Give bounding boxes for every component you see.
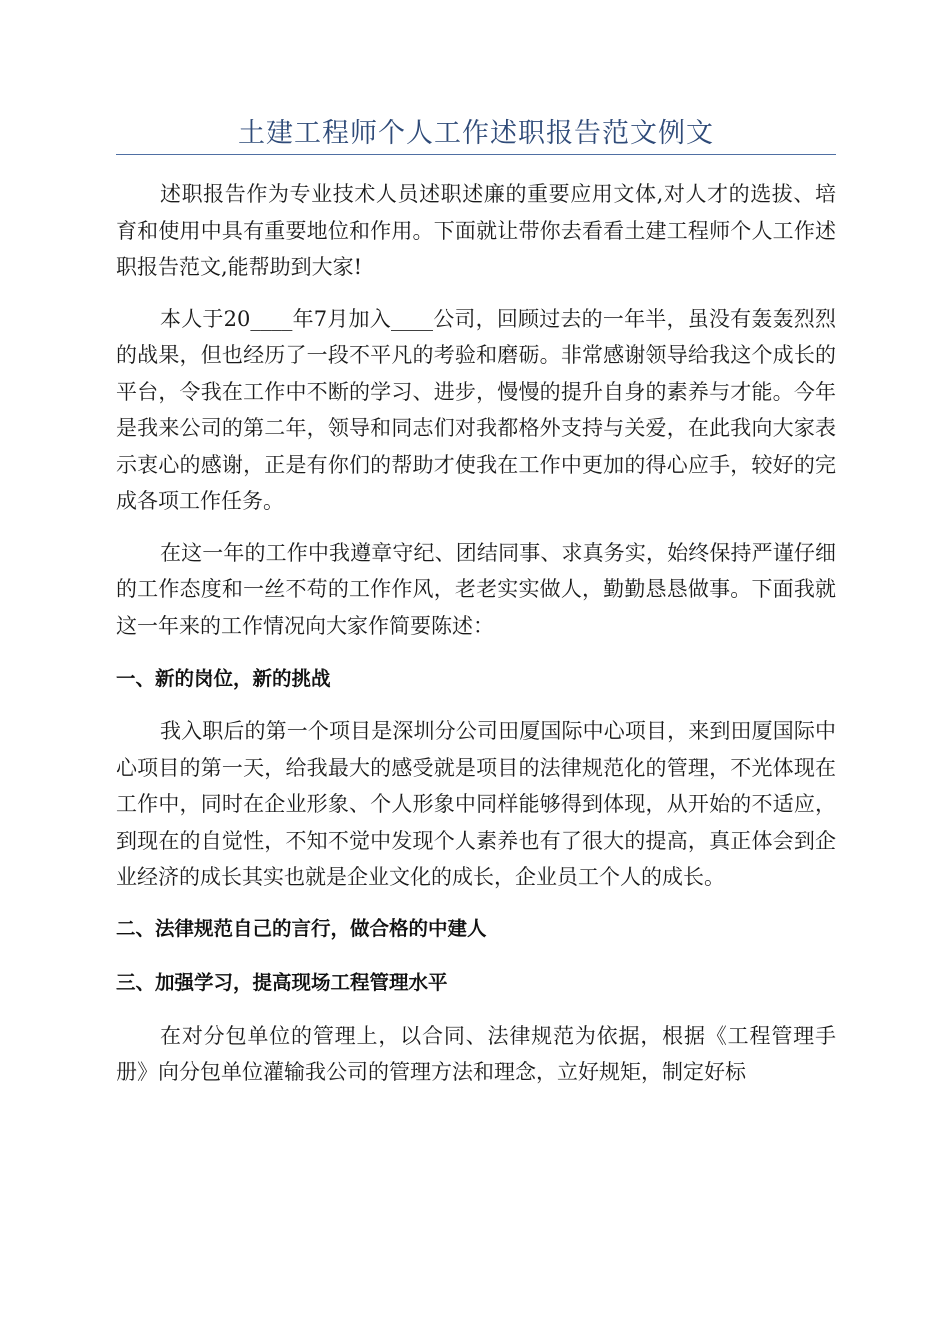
document-title: 土建工程师个人工作述职报告范文例文: [238, 118, 714, 149]
paragraph-1: 本人于20____年7月加入____公司，回顾过去的一年半，虽没有轰轰烈烈的战果，但也经历了一段不平凡的考验和磨砺。非常感谢领导给我这个成长的平台，令我在工作中不断的学习、进步，慢慢的提升自身的素养与才能。今年是我来公司的第二年，领导和同志们对我都格外支持与关爱，在此我向大家表示衷心的感谢，正是有你们的帮助才使我在工作中更加的得心应手，较好的完成各项工作任务。: [116, 306, 836, 513]
paragraph-3: 我入职后的第一个项目是深圳分公司田厦国际中心项目，来到田厦国际中心项目的第一天，给我最大的感受就是项目的法律规范化的管理，不光体现在工作中，同时在企业形象、个人形象中同样能够得到体现，从开始的不适应，到现在的自觉性，不知不觉中发现个人素养也有了很大的提高，真正体会到企业经济的成长其实也就是企业文化的成长，企业员工个人的成长。: [116, 719, 836, 889]
paragraph-2: 在这一年的工作中我遵章守纪、团结同事、求真务实，始终保持严谨仔细的工作态度和一丝不苟的工作作风，老老实实做人，勤勤恳恳做事。下面我就这一年来的工作情况向大家作简要陈述：: [116, 540, 836, 638]
intro-paragraph: 述职报告作为专业技术人员述职述廉的重要应用文体,对人才的选拔、培育和使用中具有重要地位和作用。下面就让带你去看看土建工程师个人工作述职报告范文,能帮助到大家!: [116, 182, 836, 279]
paragraph-4: 在对分包单位的管理上，以合同、法律规范为依据，根据《工程管理手册》向分包单位灌输我公司的管理方法和理念，立好规矩，制定好标: [116, 1023, 836, 1084]
document-body: [116, 176, 836, 1091]
section-heading-2: 二、法律规范自己的言行，做合格的中建人: [116, 916, 487, 940]
section-heading-3: 三、加强学习，提高现场工程管理水平: [116, 970, 448, 994]
title-underline: [116, 154, 836, 155]
section-heading-1: 一、新的岗位，新的挑战: [116, 667, 331, 690]
